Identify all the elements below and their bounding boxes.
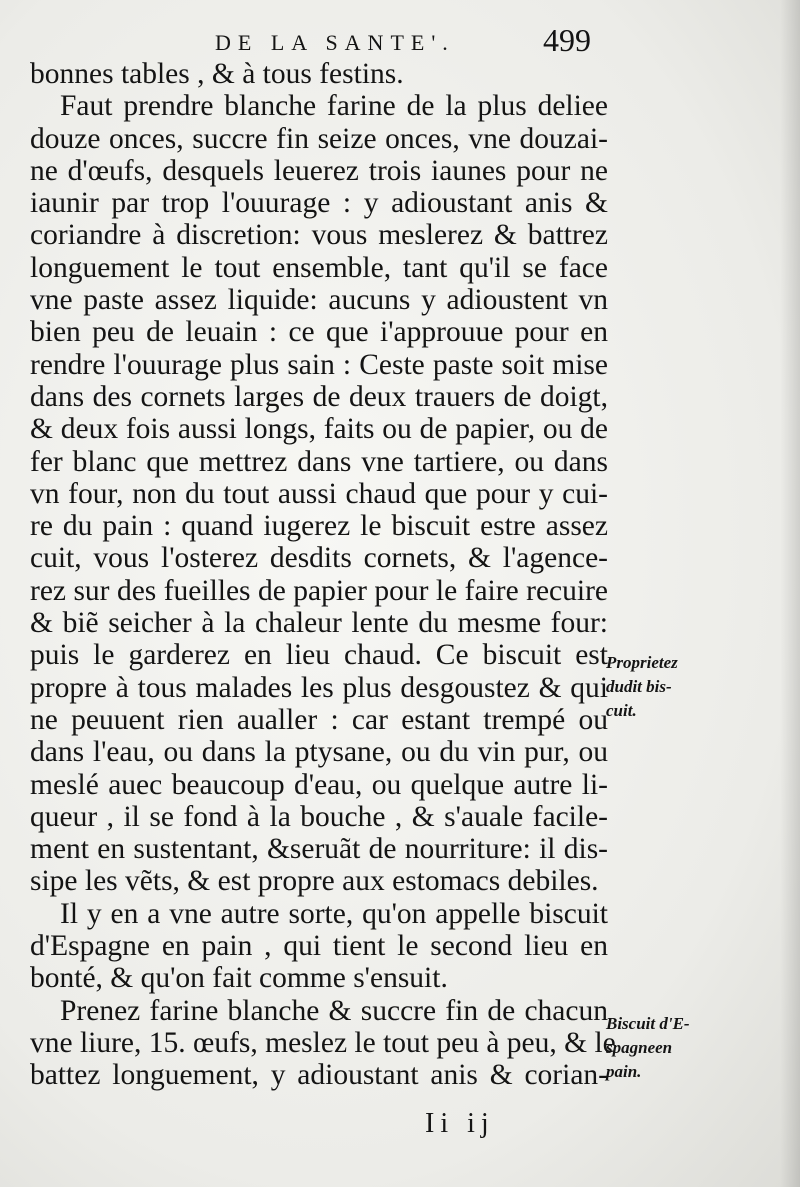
margin-note-line: pain. — [606, 1062, 642, 1081]
text-line: vne paste assez liquide: aucuns y adioustent vn — [30, 284, 608, 317]
page-edge-shadow — [780, 0, 800, 1187]
text-line: ment en sustentant, &seruãt de nourriture: il dis- — [30, 833, 608, 866]
text-line: d'Espagne en pain , qui tient le second lieu en — [30, 930, 608, 963]
text-line: vne liure, 15. œufs, meslez le tout peu à peu, & le — [30, 1026, 616, 1059]
text-line: puis le garderez en lieu chaud. Ce biscuit est — [30, 639, 608, 672]
text-line: meslé auec beaucoup d'eau, ou quelque autre li- — [30, 768, 608, 801]
text-line: rendre l'ouurage plus sain : Ceste paste soit mise — [30, 348, 608, 381]
text-line: Prenez farine blanche & succre fin de chacun — [60, 994, 608, 1027]
text-line: dans l'eau, ou dans la ptysane, ou du vin pur, ou — [30, 736, 608, 769]
text-line: vn four, non du tout aussi chaud que pour y cui- — [30, 477, 608, 510]
text-line: & biẽ seicher à la chaleur lente du mesme four: — [30, 607, 608, 640]
text-line: rez sur des fueilles de papier pour le faire recuire — [30, 574, 608, 607]
text-line: ne d'œufs, desquels leuerez trois iaunes pour ne — [30, 154, 608, 187]
text-line: Faut prendre blanche farine de la plus deliee — [60, 90, 608, 123]
text-line: Il y en a vne autre sorte, qu'on appelle biscuit — [60, 897, 608, 930]
text-line: sipe les vẽts, & est propre aux estomacs debiles. — [30, 865, 599, 898]
margin-note-line: dudit bis- — [606, 677, 672, 696]
margin-note-proprietez — [606, 651, 716, 723]
text-line: ne peuuent rien aualler : car estant trempé ou — [30, 703, 608, 736]
signature-mark: Ii ij — [425, 1108, 495, 1139]
text-line: re du pain : quand iugerez le biscuit estre assez — [30, 510, 608, 543]
margin-note-line: Proprietez — [606, 653, 678, 672]
text-line: & deux fois aussi longs, faits ou de papier, ou de — [30, 413, 608, 446]
text-line: battez longuement, y adioustant anis & corian- — [30, 1059, 608, 1092]
margin-note-line: Biscuit d'E- — [606, 1014, 690, 1033]
page-number: 499 — [543, 22, 591, 58]
text-line: queur , il se fond à la bouche , & s'auale facile- — [30, 800, 608, 833]
text-line: douze onces, succre fin seize onces, vne douzai- — [30, 122, 608, 155]
text-line: propre à tous malades les plus desgoustez & qui — [30, 671, 608, 704]
margin-note-biscuit-espagne — [606, 1012, 716, 1084]
text-line: bonnes tables , & à tous festins. — [30, 58, 404, 90]
text-line: coriandre à discretion: vous meslerez & battrez — [30, 219, 608, 252]
text-line: longuement le tout ensemble, tant qu'il se face — [30, 251, 608, 284]
text-line: dans des cornets larges de deux trauers de doigt, — [30, 380, 608, 413]
margin-note-line: cuit. — [606, 701, 637, 720]
text-line: bien peu de leuain : ce que i'approuue pour en — [30, 316, 608, 349]
text-line: fer blanc que mettrez dans vne tartiere, ou dans — [30, 445, 608, 478]
running-head: DE LA SANTE'. — [215, 30, 455, 55]
body-text — [30, 58, 616, 1092]
text-line: cuit, vous l'osterez desdits cornets, & l'agence- — [30, 542, 608, 575]
margin-note-line: spagneen — [606, 1038, 673, 1057]
text-line: iaunir par trop l'ouurage : y adioustant anis & — [30, 187, 608, 220]
text-line: bonté, & qu'on fait comme s'ensuit. — [30, 962, 448, 995]
